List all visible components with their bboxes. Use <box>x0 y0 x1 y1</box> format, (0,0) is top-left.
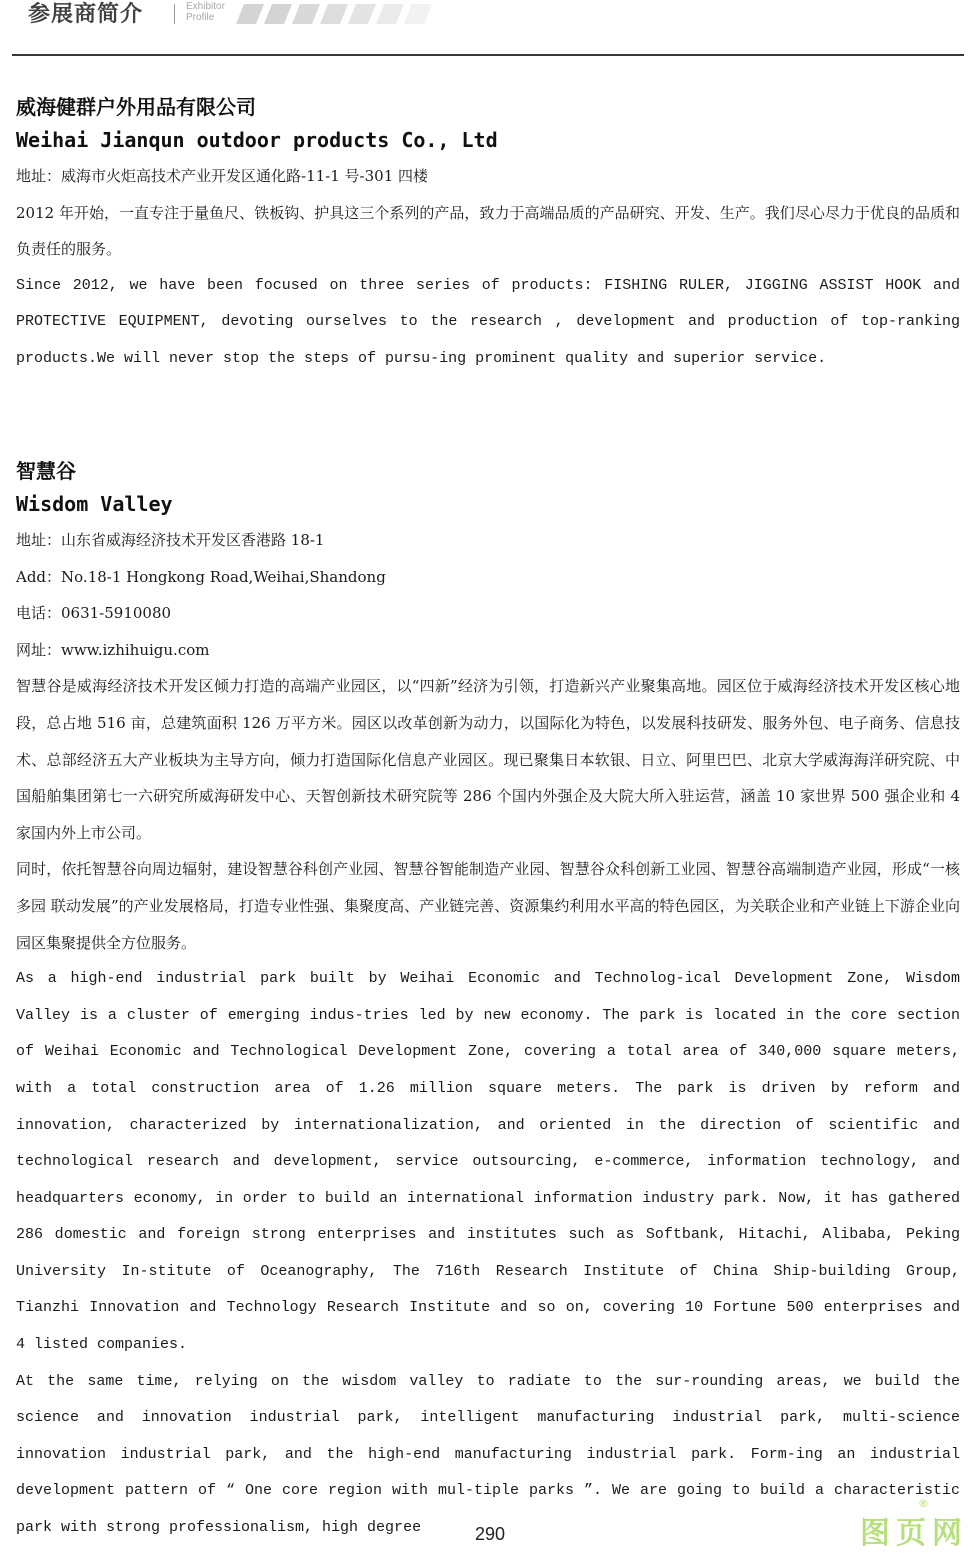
company-intro-en-1: As a high-end industrial park built by Weihai Economic and Technolog-ical Development Zone, Wisdom Valley is a cluster of emerging indus-tries led by new economy. The park is located in the core section of Weihai Economic and Technological Development Zone, covering a total area of 340,000 square meters, with a total construction area of 1.26 million square meters. The park is driven by reform and innovation, characterized by internationalization, and oriented in the direction of scientific and technological research and development, service outsourcing, e-commerce, information technology, and headquarters economy, in order to build an international information industry park. Now, it has gathered 286 domestic and foreign strong enterprises and institutes such as Softbank, Hitachi, Alibaba, Peking University In-stitute of Oceanography, The 716th Research Institute of China Ship-building Group, Tianzhi Innovation and Technology Research Institute and so on, covering 10 Fortune 500 enterprises and 4 listed companies. <box>16 970 960 1354</box>
company-wisdom-valley <box>16 456 960 1547</box>
registered-mark: ® <box>918 1497 929 1510</box>
section-title: 参展商简介 <box>28 2 144 27</box>
subtitle-line-1: Exhibitor <box>186 1 225 12</box>
company-en-name: Weihai Jianqun outdoor products Co., Ltd <box>16 128 498 152</box>
header-rule <box>12 54 964 56</box>
company-address: 地址：山东省威海经济技术开发区香港路 18-1 <box>16 531 325 549</box>
page-number: 290 <box>474 1524 506 1544</box>
company-intro-en: Since 2012, we have been focused on three series of products: FISHING RULER, JIGGING ASSIST HOOK and PROTECTIVE EQUIPMENT, devoting ourselves to the research , development and production of top-ranking products.We will never stop the steps of pursu-ing prominent quality and superior service. <box>16 276 960 367</box>
company-address: 地址：威海市火炬高技术产业开发区通化路-11-1 号-301 四楼 <box>16 167 429 185</box>
section-subtitle <box>186 1 225 23</box>
watermark-logo: 图页网 <box>860 1516 968 1551</box>
company-intro-cn-1: 智慧谷是威海经济技术开发区倾力打造的高端产业园区，以“四新”经济为引领，打造新兴产业聚集高地。园区位于威海经济技术开发区核心地段，总占地 516 亩，总建筑面积 126 万平方米。园区以改革创新为动力，以国际化为特色，以发展科技研发、服务外包、电子商务、信息技术、总部经济五大产业板块为主导方向，倾力打造国际化信息产业园区。现已聚集日本软银、日立、阿里巴巴、北京大学威海海洋研究院、中国船舶集团第七一六研究所威海研发中心、天智创新技术研究院等 286 个国内外强企及大院大所入驻运营，涵盖 10 家世界 500 强企业和 4 家国内外上市公司。 <box>16 677 960 842</box>
header-divider <box>174 4 175 24</box>
company-phone: 电话：0631-5910080 <box>16 604 172 623</box>
company-intro-cn-2: 同时，依托智慧谷向周边辐射，建设智慧谷科创产业园、智慧谷智能制造产业园、智慧谷众科创新工业园、智慧谷高端制造产业园，形成“一核多园 联动发展”的产业发展格局，打造专业性强、集聚度高、产业链完善、资源集约利用水平高的特色园区，为关联企业和产业链上下游企业向园区集聚提供全方位服务。 <box>16 860 960 952</box>
subtitle-line-2: Profile <box>186 12 215 23</box>
company-jianqun <box>16 92 960 378</box>
company-website: 网址：www.izhihuigu.com <box>16 640 210 659</box>
company-intro-en-2: At the same time, relying on the wisdom valley to radiate to the sur-rounding areas, we build the science and innovation industrial park, intelligent manufacturing industrial park, multi-science innovation industrial park, and the high-end manufacturing industrial park. Form-ing an industrial development pattern of “ One core region with mul-tiple parks ”. We are going to build a characteristic park with strong professionalism, high degree <box>16 1372 960 1537</box>
company-en-name: Wisdom Valley <box>16 492 173 516</box>
company-cn-name: 智慧谷 <box>16 459 76 483</box>
page-header <box>0 0 980 58</box>
company-address-en: Add：No.18-1 Hongkong Road,Weihai,Shandong <box>16 567 386 586</box>
header-stripes-decoration <box>236 4 436 24</box>
company-intro-cn: 2012 年开始，一直专注于量鱼尺、铁板钩、护具这三个系列的产品，致力于高端品质的产品研究、开发、生产。我们尽心尽力于优良的品质和负责任的服务。 <box>16 203 960 259</box>
company-cn-name: 威海健群户外用品有限公司 <box>16 95 256 119</box>
